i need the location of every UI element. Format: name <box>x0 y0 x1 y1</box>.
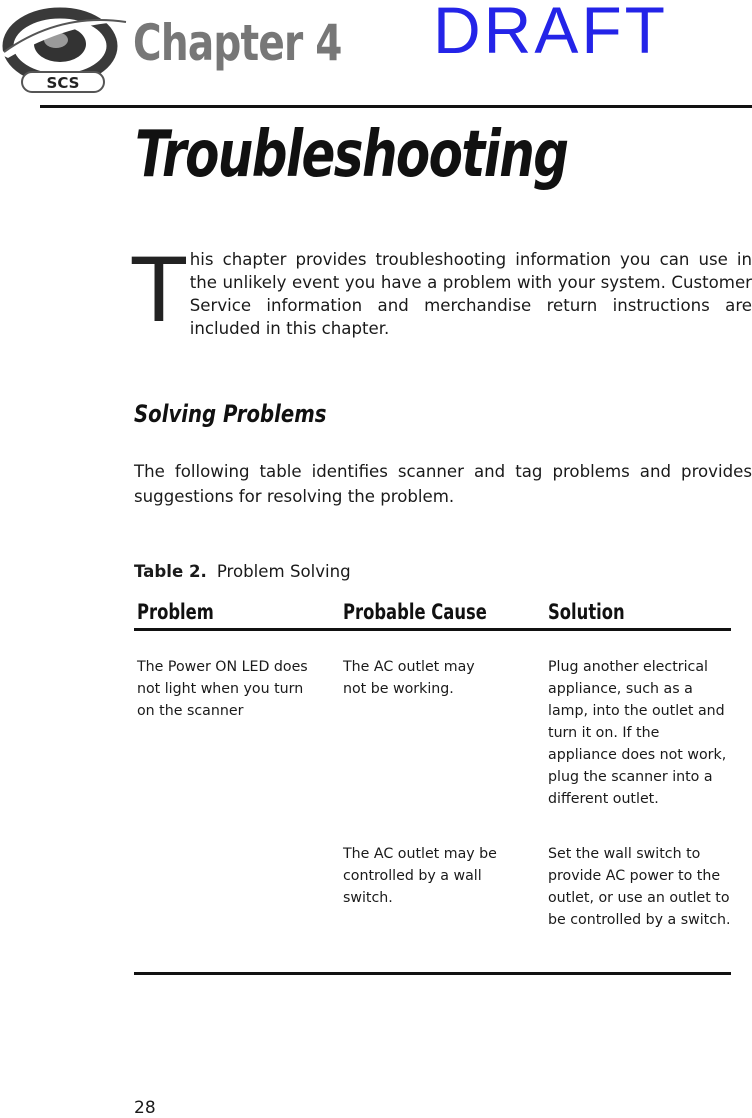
intro-text: his chapter provides troubleshooting information you can use in the unlikely event you have a problem with your system. Customer Service information and merchandise return instructions are included in this chapter. <box>189 250 752 338</box>
table-caption-text: Problem Solving <box>216 562 351 581</box>
column-header-cause: Probable Cause <box>343 600 487 624</box>
table-cell-cause: The AC outlet may not be working. <box>343 659 475 697</box>
scs-logo <box>0 2 130 94</box>
section-heading: Solving Problems <box>134 400 327 428</box>
draft-watermark: DRAFT <box>433 0 668 67</box>
scs-logo-graphic <box>0 2 130 94</box>
column-header-solution: Solution <box>548 600 625 624</box>
intro-paragraph <box>132 239 752 342</box>
column-header-problem: Problem <box>137 600 214 624</box>
section-paragraph: The following table identifies scanner and tag problems and provides suggestions for resolving the problem. <box>134 462 752 506</box>
table-cell-solution: Set the wall switch to provide AC power to the outlet, or use an outlet to be controlled by a switch. <box>548 846 731 928</box>
table-caption <box>134 562 351 581</box>
logo-text: SCS <box>46 74 80 92</box>
table-cell-cause: The AC outlet may be controlled by a wall switch. <box>343 846 497 906</box>
drop-cap: T <box>132 239 186 342</box>
table-caption-label: Table 2. <box>134 562 207 581</box>
table-cell-problem: The Power ON LED does not light when you turn on the scanner <box>137 659 308 719</box>
table-cell-solution: Plug another electrical appliance, such as a lamp, into the outlet and turn it on. If the appliance does not work, plug the scanner into a different outlet. <box>548 659 727 807</box>
page-title: Troubleshooting <box>135 118 568 192</box>
page-number: 28 <box>134 1098 156 1118</box>
header-rule <box>40 105 752 108</box>
table-bottom-rule <box>134 972 731 975</box>
chapter-label: Chapter 4 <box>133 14 342 72</box>
table-header-rule <box>134 628 731 631</box>
